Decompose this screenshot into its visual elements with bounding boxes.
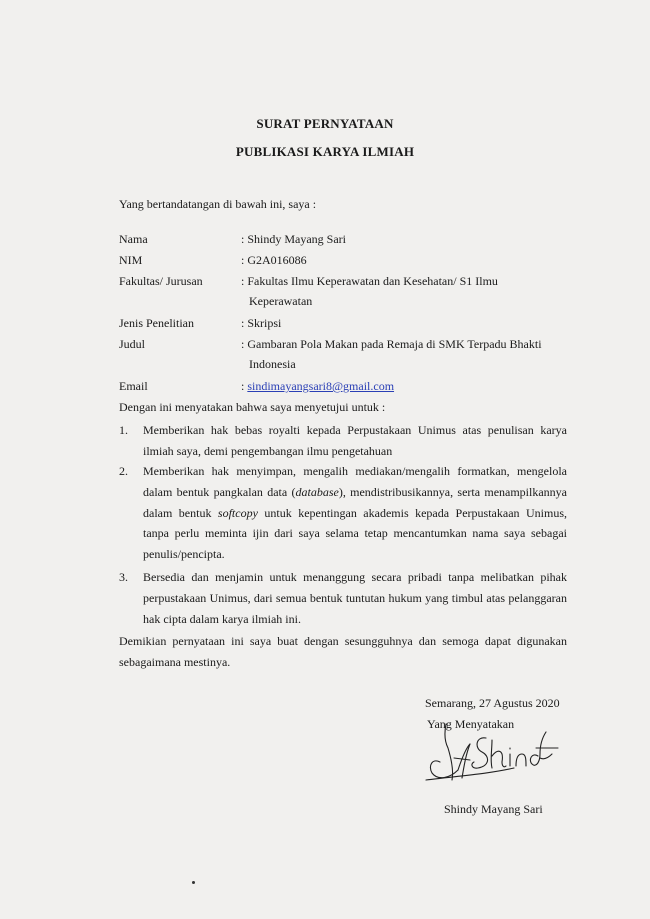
- fakultas-label: Fakultas/ Jurusan: [119, 274, 203, 288]
- place-date: Semarang, 27 Agustus 2020: [425, 696, 560, 710]
- nama-label: Nama: [119, 232, 148, 246]
- item-2-italic-softcopy: softcopy: [217, 505, 258, 520]
- item-2-part-b: ), mendistribusikannya, serta menampilkannya dalam bentuk: [143, 484, 567, 520]
- judul-label: Judul: [119, 337, 146, 351]
- item-2-number: 2.: [119, 464, 128, 478]
- nim-label: NIM: [119, 253, 143, 267]
- email-value: [241, 376, 394, 396]
- closing-text: Demikian pernyataan ini saya buat dengan sesungguhnya dan semoga dapat digunakan sebagaimana mestinya.: [119, 634, 567, 669]
- judul-value: : Gambaran Pola Makan pada Remaja di SMK Terpadu Bhakti: [241, 337, 542, 351]
- judul-value-cont: Indonesia: [249, 357, 296, 371]
- item-2-part-c: untuk kepentingan akademis kepada Perpustakaan Unimus, tanpa perlu meminta ijin dari saya selama tetap mencantumkan nama saya sebagai penulis/pencipta.: [143, 505, 567, 562]
- jenis-value: : Skripsi: [241, 316, 282, 330]
- nim-value: : G2A016086: [241, 253, 307, 267]
- item-2-italic-database: database: [295, 484, 339, 499]
- item-2-text: [143, 461, 567, 565]
- item-2-part-a: Memberikan hak menyimpan, mengalih mediakan/mengalih formatkan, mengelola dalam bentuk pangkalan data (: [143, 464, 567, 499]
- nama-value: : Shindy Mayang Sari: [241, 232, 346, 246]
- signer-role: Yang Menyatakan: [427, 717, 515, 731]
- handwritten-signature: [418, 718, 568, 793]
- item-3-text: Bersedia dan menjamin untuk menanggung secara pribadi tanpa melibatkan pihak perpustakaan Unimus, dari semua bentuk tuntutan hukum yang timbul atas pelanggaran hak cipta dalam karya ilmiah ini.: [143, 570, 567, 626]
- jenis-label: Jenis Penelitian: [119, 316, 194, 330]
- fakultas-value: : Fakultas Ilmu Keperawatan dan Kesehatan/ S1 Ilmu: [241, 274, 498, 288]
- email-colon: :: [241, 379, 248, 393]
- statement-text: Dengan ini menyatakan bahwa saya menyetujui untuk :: [119, 400, 386, 414]
- email-link[interactable]: sindimayangsari8@gmail.com: [247, 379, 395, 393]
- fakultas-value-cont: Keperawatan: [249, 294, 313, 308]
- email-label: Email: [119, 379, 148, 393]
- doc-title: SURAT PERNYATAAN: [256, 116, 394, 131]
- intro-text: Yang bertandatangan di bawah ini, saya :: [119, 197, 317, 211]
- scan-speck: [192, 881, 195, 884]
- signer-name: Shindy Mayang Sari: [444, 802, 543, 816]
- item-3-number: 3.: [119, 570, 128, 584]
- item-1-text: Memberikan hak bebas royalti kepada Perpustakaan Unimus atas penulisan karya ilmiah saya, demi pengembangan ilmu pengetahuan: [143, 423, 567, 458]
- doc-subtitle: PUBLIKASI KARYA ILMIAH: [235, 144, 415, 159]
- item-1-number: 1.: [119, 423, 128, 437]
